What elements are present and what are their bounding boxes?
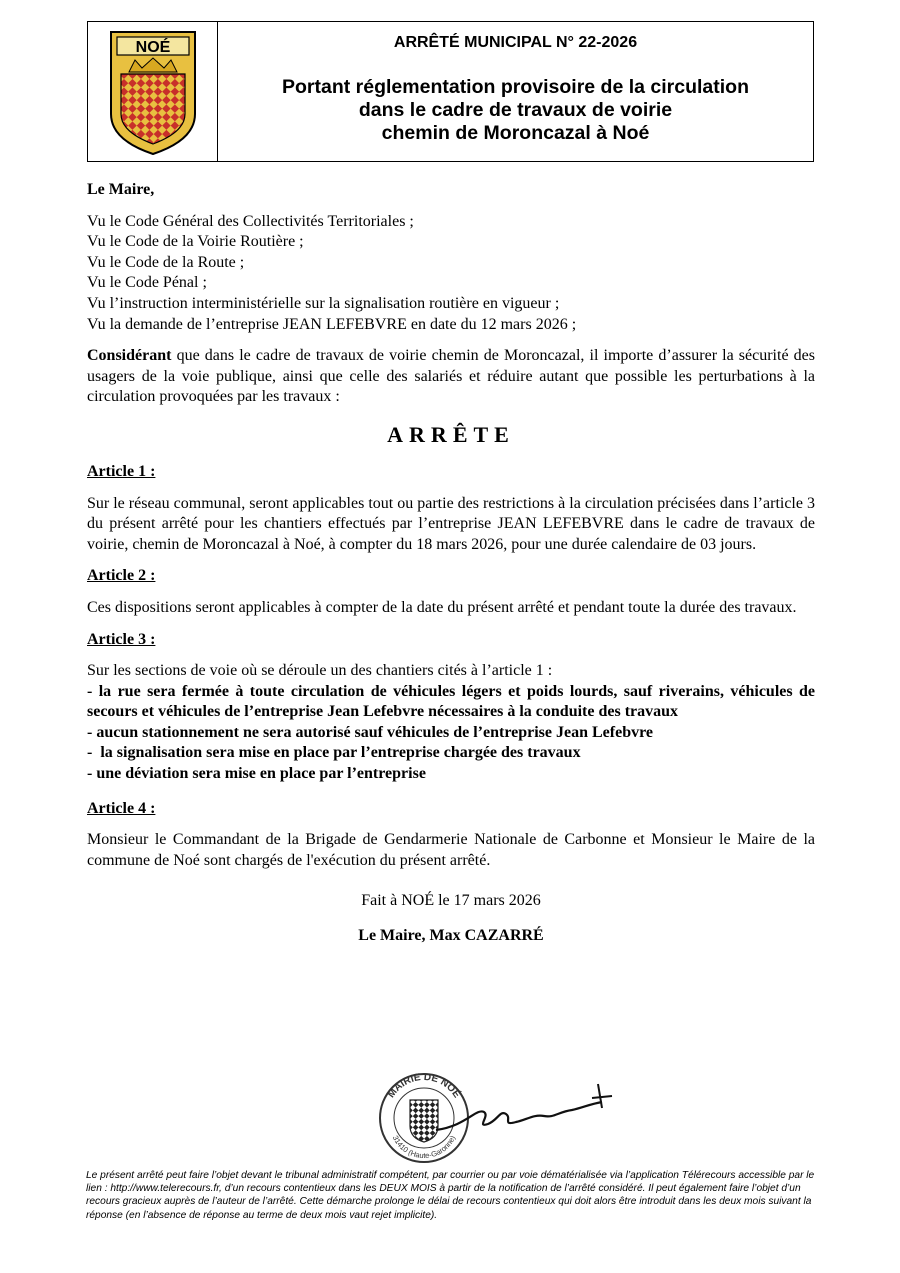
vu-line: Vu le Code de la Voirie Routière ; — [87, 233, 304, 251]
arrete-number: ARRÊTÉ MUNICIPAL N° 22-2026 — [393, 34, 638, 51]
subject-line: dans le cadre de travaux de voirie — [358, 99, 673, 121]
document-body — [87, 180, 815, 947]
vu-line: Vu la demande de l’entreprise JEAN LEFEBVRE en date du 12 mars 2026 ; — [87, 315, 577, 333]
article-2-text: Ces dispositions seront applicables à compter de la date du présent arrêté et pendant toute la durée des travaux. — [87, 598, 797, 616]
article-3-bullet: - la rue sera fermée à toute circulation de véhicules légers et poids lourds, sauf riverains, véhicules de secours et véhicules de l’entreprise Jean Lefebvre nécessaires à la conduite des travaux — [87, 682, 815, 721]
subject-line: Portant réglementation provisoire de la circulation — [281, 76, 750, 98]
mairie-stamp-and-signature — [376, 1068, 616, 1164]
legal-footer: Le présent arrêté peut faire l’objet devant le tribunal administratif compétent, par courrier ou par voie dématérialisée via l’application Télérecours accessible par le lien : http://www.telerecours.fr, d’un recours contentieux dans les DEUX MOIS à partir de la notification de l’arrêté considéré. Il peut également faire l’objet d’un recours gracieux auprès de l’auteur de l’arrêté. Cette démarche prolonge le délai de recours contentieux qui doit alors être introduit dans les deux mois suivant la réponse (en l’absence de réponse au terme de deux mois vaut rejet implicite). — [86, 1170, 815, 1221]
title-cell — [218, 22, 813, 161]
subject-line: chemin de Moroncazal à Noé — [381, 122, 650, 144]
article-3-text: Sur les sections de voie où se déroule un des chantiers cités à l’article 1 : — [87, 662, 553, 680]
considerant-text: que dans le cadre de travaux de voirie chemin de Moroncazal, il importe d’assurer la sécurité des usagers de la voie publique, ainsi que celle des salariés et réduire autant que possible les perturbations à la circulation provoquées par les travaux : — [87, 347, 815, 406]
noe-coat-of-arms-logo — [107, 28, 199, 156]
article-3-bullet: - la signalisation sera mise en place par l’entreprise chargée des travaux — [87, 744, 581, 762]
considerant-paragraph — [87, 346, 815, 408]
article-2-title: Article 2 : — [87, 567, 156, 585]
article-3-bullet: - aucun stationnement ne sera autorisé sauf véhicules de l’entreprise Jean Lefebvre — [87, 723, 654, 741]
logo-cell — [88, 22, 218, 161]
svg-text:MAIRIE DE NOÉ: MAIRIE DE NOÉ — [385, 1071, 463, 1101]
article-1-title: Article 1 : — [87, 462, 156, 480]
arrete-title: ARRÊTE — [387, 421, 515, 447]
maire-heading: Le Maire, — [87, 181, 155, 198]
article-3-title: Article 3 : — [87, 630, 156, 648]
considerant-keyword: Considérant — [87, 347, 172, 365]
article-1-text: Sur le réseau communal, seront applicables tout ou partie des restrictions à la circulation précisées dans l’article 3 du présent arrêté pour les chantiers effectués par l’entreprise JEAN LEFEBVRE dans le cadre de travaux de voirie, chemin de Moroncazal à Noé, à compter du 18 mars 2026, pour une durée calendaire de 03 jours. — [87, 494, 815, 553]
svg-text:31410 (Haute-Garonne): 31410 (Haute-Garonne) — [390, 1134, 458, 1161]
vu-line: Vu le Code Pénal ; — [87, 274, 207, 292]
arrete-subject — [218, 76, 813, 145]
fait-a-line: Fait à NOÉ le 17 mars 2026 — [361, 892, 541, 910]
article-4-title: Article 4 : — [87, 799, 156, 817]
header-box — [87, 21, 814, 162]
article-4-text: Monsieur le Commandant de la Brigade de Gendarmerie Nationale de Carbonne et Monsieur le Maire de la commune de Noé sont chargés de l'exécution du présent arrêté. — [87, 831, 815, 869]
vu-line: Vu le Code de la Route ; — [87, 253, 245, 271]
vu-line: Vu l’instruction interministérielle sur la signalisation routière en vigueur ; — [87, 294, 560, 312]
signatory: Le Maire, Max CAZARRÉ — [358, 927, 544, 945]
vu-line: Vu le Code Général des Collectivités Territoriales ; — [87, 212, 414, 230]
svg-text:NOÉ: NOÉ — [135, 38, 170, 56]
article-3-bullet: - une déviation sera mise en place par l’entreprise — [87, 765, 426, 783]
